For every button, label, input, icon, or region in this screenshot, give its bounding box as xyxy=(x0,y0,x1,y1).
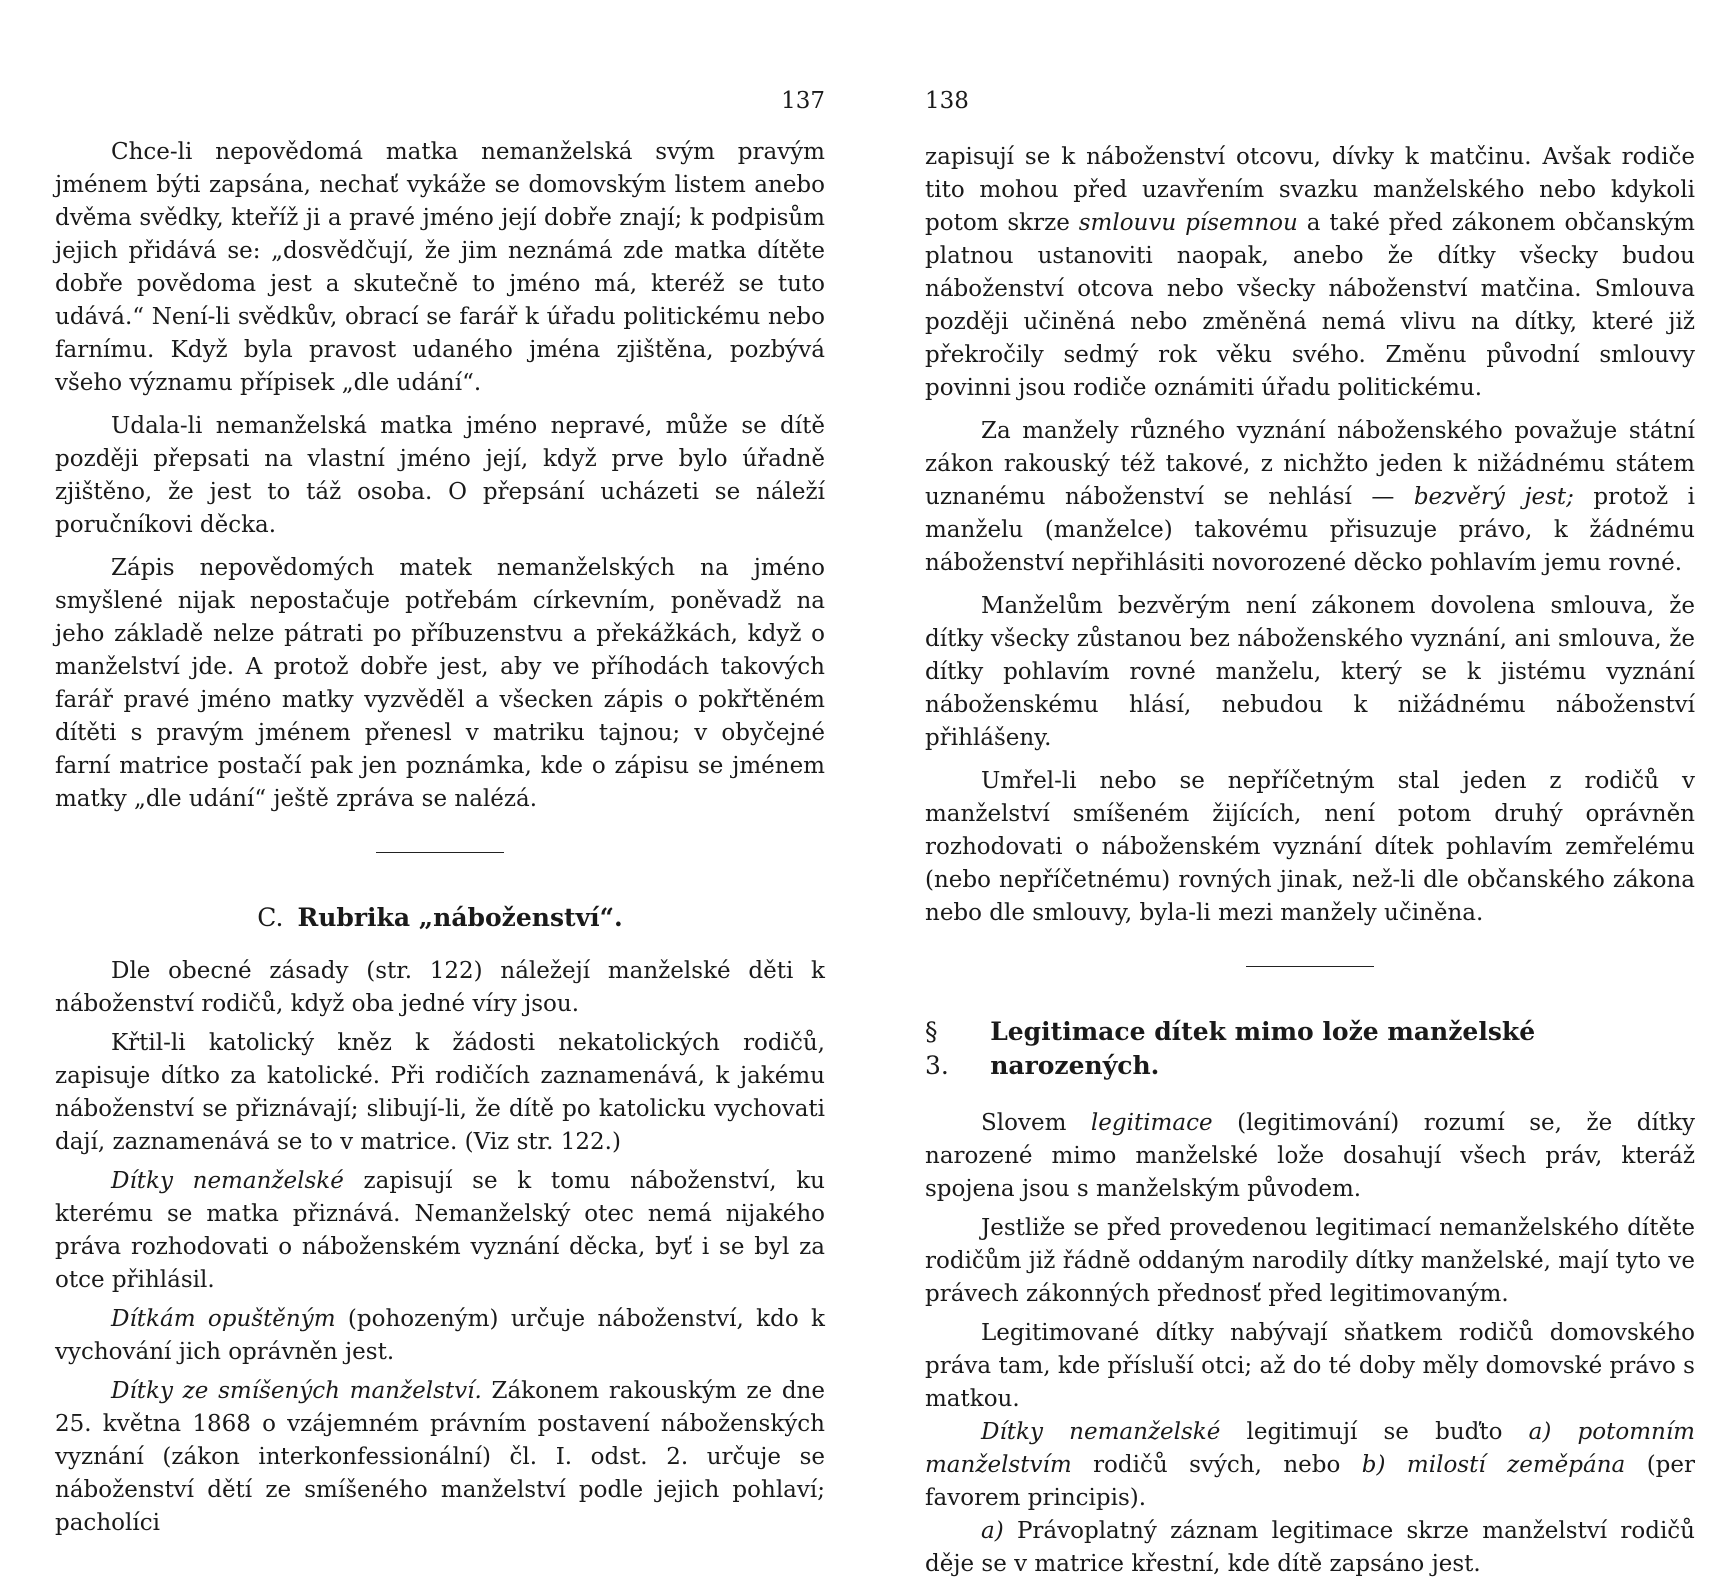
text-run: legitimují se buďto xyxy=(1220,1419,1529,1445)
right-page-text xyxy=(925,141,1695,1581)
text-run: Zákonem rakouským ze dne 25. května 1868 o vzájemném právním postavení náboženských vyznání (zákon interkonfessionální) čl. I. odst. 2. určuje se náboženství dětí ze smíšeného manželství podle jejich pohlaví; pacholíci xyxy=(55,1378,825,1536)
text-run: Za manžely různého vyznání náboženského považuje státní zákon rakouský též takové, z nichžto jeden k nižádnému státem uznanému náboženství se nehlásí — xyxy=(925,418,1695,510)
emphasis: smlouvu písemnou xyxy=(1078,210,1298,236)
text-run: protož i manželu (manželce) takovému přisuzuje právo, k žádnému náboženství nepřihlásiti novorozené děcko pohlavím jemu rovné. xyxy=(925,484,1695,576)
page-number: 137 xyxy=(781,88,825,114)
page-number: 138 xyxy=(925,88,969,114)
emphasis: bezvěrý jest; xyxy=(1413,484,1574,510)
paragraph: Jestliže se před provedenou legitimací nemanželského dítěte rodičům již řádně oddaným narodily dítky manželské, mají tyto ve právech zákonných přednosť před legitimovaným. xyxy=(925,1215,1695,1307)
text-run: (per favorem principis). xyxy=(925,1452,1696,1511)
section-divider xyxy=(376,852,504,853)
text-run: rodičů svých, nebo xyxy=(1071,1452,1362,1478)
paragraph xyxy=(925,1416,1695,1515)
paragraph: Udala-li nemanželská matka jméno nepravé, může se dítě později přepsati na vlastní jméno její, když prve bylo úřadně zjištěno, že jest to táž osoba. O přepsání ucházeti se náleží poručníkovi děcka. xyxy=(55,413,825,538)
paragraph xyxy=(55,1303,825,1369)
text-run: zapisují se k náboženství otcovu, dívky k matčinu. Avšak rodiče tito mohou před uzavřením svazku manželského nebo kdykoli potom skrze xyxy=(925,144,1695,236)
paragraph xyxy=(925,141,1695,405)
text-run: Právoplatný záznam legitimace skrze manželství rodičů děje se v matrice křestní, kde dítě zapsáno jest. xyxy=(925,1518,1695,1577)
paragraph: Zápis nepovědomých matek nemanželských na jméno smyšlené nijak nepostačuje potřebám církevním, poněvadž na jeho základě nelze pátrati po příbuzenstvu a překážkách, když o manželství jde. A protož dobře jest, aby ve příhodách takových farář pravé jméno matky vyzvěděl a všecken zápis o pokřtěném dítěti s pravým jménem přenesl v matriku tajnou; v obyčejné farní matrice postačí pak jen poznámka, kde o zápisu se jménem matky „dle udání“ ještě zpráva se nalézá. xyxy=(55,555,825,812)
emphasis: Dítky nemanželské xyxy=(111,1168,344,1194)
text-run: Slovem xyxy=(981,1110,1091,1136)
emphasis: Dítky ze smíšených manželství. xyxy=(111,1378,482,1404)
text-run: zapisují se k tomu náboženství, ku kterému se matka přiznává. Nemanželský otec nemá nijakého práva rozhodovati o náboženském vyznání děcka, byť i se byl za otce přihlásil. xyxy=(55,1168,825,1293)
left-page-text xyxy=(55,136,825,1540)
section-heading xyxy=(925,1015,1695,1083)
paragraph: Legitimované dítky nabývají sňatkem rodičů domovského práva tam, kde přísluší otci; až do té doby měly domovské právo s matkou. xyxy=(925,1320,1695,1412)
section-heading xyxy=(55,901,825,935)
emphasis: b) milostí zeměpána xyxy=(1361,1452,1626,1478)
paragraph xyxy=(925,1515,1695,1581)
text-run: (legitimování) rozumí se, že dítky narozené mimo manželské lože dosahují všech práv, kteráž spojena jsou s manželským původem. xyxy=(925,1110,1695,1202)
paragraph xyxy=(55,1165,825,1297)
emphasis: Dítkám opuštěným xyxy=(111,1306,336,1332)
emphasis: a) xyxy=(981,1518,1004,1544)
paragraph: Křtil-li katolický kněz k žádosti nekatolických rodičů, zapisuje dítko za katolické. Při rodičích zaznamenává, k jakému náboženství se přiznávají; slibují-li, že dítě po katolicku vychovati dají, zaznamenává se to v matrice. (Viz str. 122.) xyxy=(55,1030,825,1155)
heading-label: C. xyxy=(257,903,284,932)
section-label: § 3. xyxy=(925,1017,949,1080)
paragraph: Chce-li nepovědomá matka nemanželská svým pravým jménem býti zapsána, nechať vykáže se domovským listem anebo dvěma svědky, kteříž ji a pravé jméno její dobře znají; k podpisům jejich přidává se: „dosvědčují, že jim neznámá zde matka dítěte dobře povědoma jest a skutečně to jméno má, kteréž se tuto udává.“ Není-li svědkův, obrací se farář k úřadu politickému nebo farnímu. Když byla pravost udaného jména zjištěna, pozbývá všeho významu přípisek „dle udání“. xyxy=(55,139,825,396)
text-run: a také před zákonem občanským platnou ustanoviti naopak, anebo že dítky všecky budou náboženství otcova nebo všecky náboženství matčina. Smlouva později učiněná nebo změněná nemá vlivu na dítky, které již překročily sedmý rok věku svého. Změnu původní smlouvy povinni jsou rodiče oznámiti úřadu politickému. xyxy=(925,210,1695,401)
emphasis: legitimace xyxy=(1090,1110,1213,1136)
paragraph: Umřel-li nebo se nepříčetným stal jeden z rodičů v manželství smíšeném žijících, není potom druhý oprávněn rozhodovati o náboženském vyznání dítek pohlavím zemřelému (nebo nepříčetnému) rovných jinak, než-li dle občanského zákona nebo dle smlouvy, byla-li mezi manžely učiněna. xyxy=(925,768,1695,926)
paragraph: Dle obecné zásady (str. 122) náležejí manželské děti k náboženství rodičů, když oba jedné víry jsou. xyxy=(55,958,825,1017)
emphasis: a) potomním manželstvím xyxy=(925,1419,1695,1478)
paragraph xyxy=(55,1375,825,1540)
section-title: Legitimace dítek mimo lože manželské narozených. xyxy=(990,1017,1536,1080)
section-divider xyxy=(1246,966,1374,967)
emphasis: Dítky nemanželské xyxy=(981,1419,1221,1445)
heading-title: Rubrika „náboženství“. xyxy=(297,903,623,932)
text-run: (pohozeným) určuje náboženství, kdo k vychování jich oprávněn jest. xyxy=(55,1306,825,1365)
paragraph xyxy=(925,1107,1695,1206)
paragraph: Manželům bezvěrým není zákonem dovolena smlouva, že dítky všecky zůstanou bez náboženského vyznání, ani smlouva, že dítky pohlavím rovné manželu, který se k jistému vyznání náboženskému hlásí, nebudou k nižádnému náboženství přihlášeny. xyxy=(925,593,1695,751)
paragraph xyxy=(925,415,1695,580)
